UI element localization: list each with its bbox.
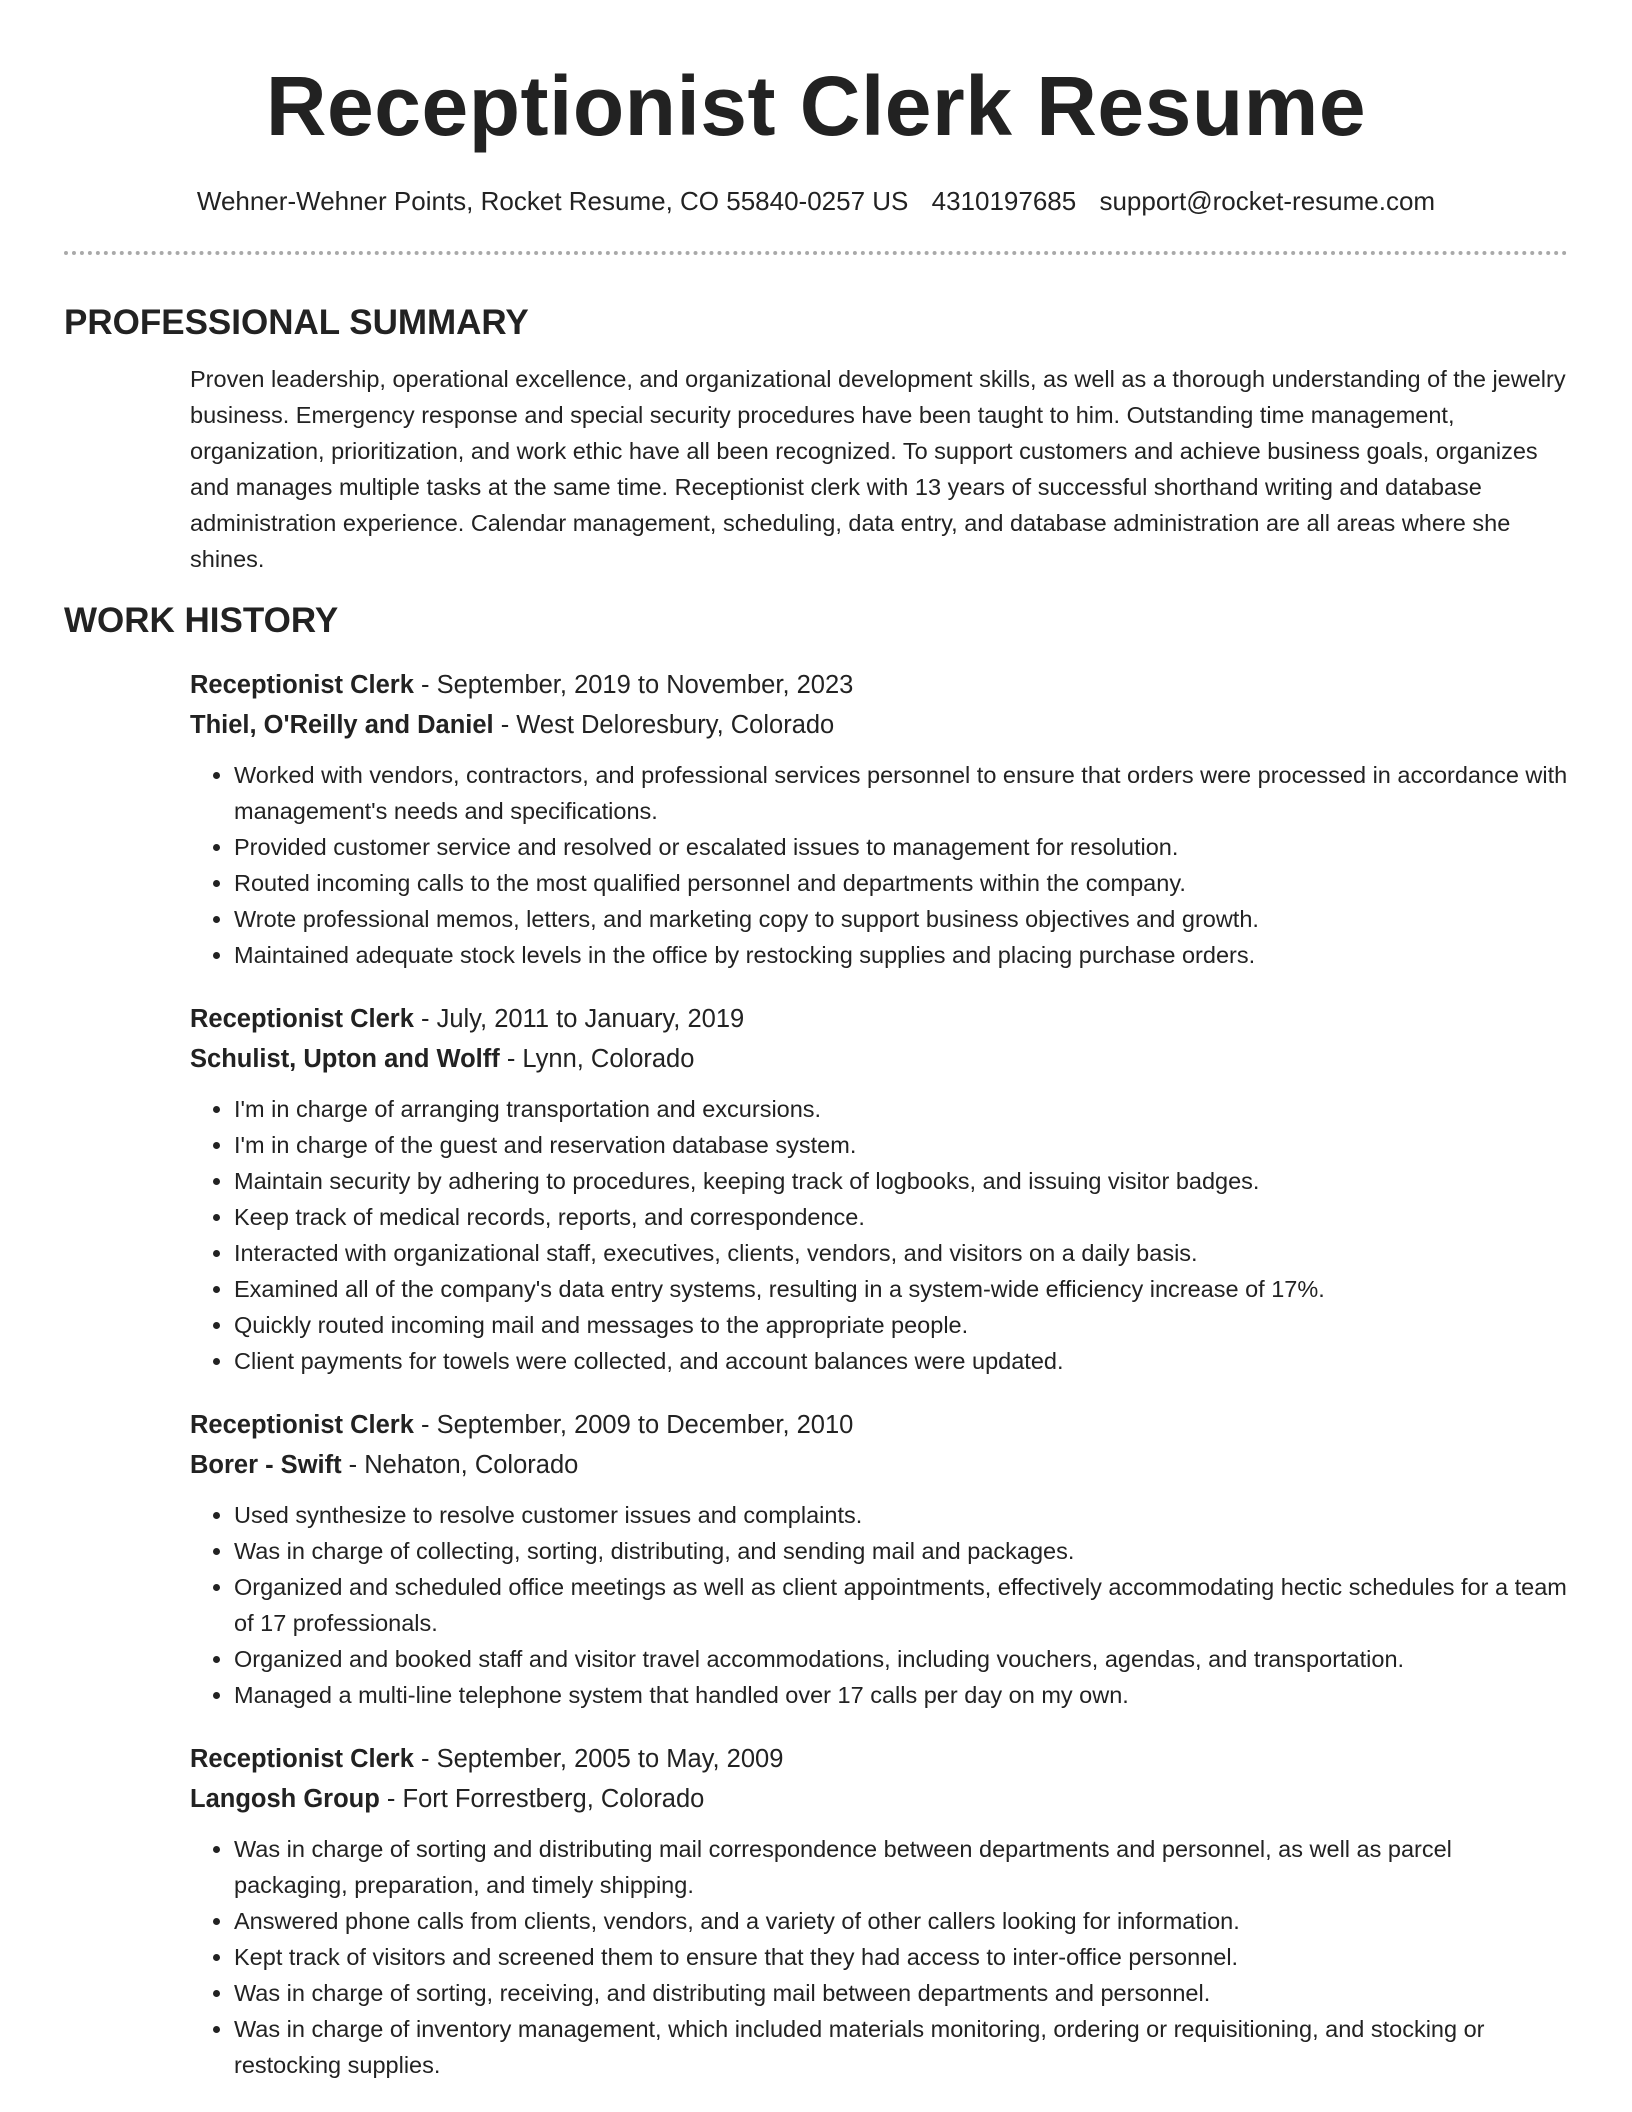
job-bullet: • I'm in charge of arranging transportation and excursions.: [234, 1091, 1568, 1127]
job-company: Schulist, Upton and Wolff: [190, 1045, 500, 1073]
job-company-line: [190, 1039, 1568, 1079]
job-title-line: [190, 665, 1568, 705]
job-location: - Fort Forrestberg, Colorado: [379, 1785, 705, 1813]
job-bullet: • Examined all of the company's data entry systems, resulting in a system-wide efficiency increase of 17%.: [234, 1271, 1568, 1307]
summary-heading: PROFESSIONAL SUMMARY: [64, 303, 529, 342]
job-bullet: • Routed incoming calls to the most qualified personnel and departments within the company.: [234, 865, 1568, 901]
job-bullets: [190, 757, 1568, 973]
job-entry: [190, 999, 1568, 1379]
job-bullet: • Managed a multi-line telephone system that handled over 17 calls per day on my own.: [234, 1677, 1568, 1713]
job-entry: [190, 665, 1568, 973]
job-bullet: • Keep track of medical records, reports, and correspondence.: [234, 1199, 1568, 1235]
job-bullet: • Answered phone calls from clients, vendors, and a variety of other callers looking for information.: [234, 1903, 1568, 1939]
summary-text: Proven leadership, operational excellence, and organizational development skills, as well as a thorough understanding of the jewelry business. Emergency response and special security procedures have been taught to him. Outstanding time management, organization, prioritization, and work ethic have all been recognized. To support customers and achieve business goals, organizes and manages multiple tasks at the same time. Receptionist clerk with 13 years of successful shorthand writing and database administration experience. Calendar management, scheduling, data entry, and database administration are all areas where she shines.: [190, 366, 1566, 572]
resume-title: Receptionist Clerk Resume: [265, 59, 1367, 153]
contact-email: support@rocket-resume.com: [1099, 186, 1436, 216]
job-bullet: • Organized and scheduled office meetings as well as client appointments, effectively accommodating hectic schedules for a team of 17 professionals.: [234, 1569, 1568, 1641]
job-bullet: • Was in charge of sorting and distributing mail correspondence between departments and personnel, as well as parcel packaging, preparation, and timely shipping.: [234, 1831, 1568, 1903]
job-dates: - July, 2011 to January, 2019: [413, 1005, 745, 1033]
job-title-line: [190, 999, 1568, 1039]
work-history-section: [190, 665, 1568, 2083]
job-bullet: • Interacted with organizational staff, executives, clients, vendors, and visitors on a daily basis.: [234, 1235, 1568, 1271]
job-bullets: [190, 1831, 1568, 2083]
job-bullets: [190, 1091, 1568, 1379]
job-company: Langosh Group: [190, 1785, 380, 1813]
job-bullet: • Provided customer service and resolved or escalated issues to management for resolution.: [234, 829, 1568, 865]
summary-section: [190, 361, 1568, 577]
job-bullet: • Was in charge of collecting, sorting, distributing, and sending mail and packages.: [234, 1533, 1568, 1569]
contact-line: [64, 184, 1568, 218]
job-title: Receptionist Clerk: [190, 1005, 414, 1033]
job-bullets: [190, 1497, 1568, 1713]
header-divider: [64, 251, 1568, 255]
job-bullet: • Worked with vendors, contractors, and professional services personnel to ensure that orders were processed in accordance with management's needs and specifications.: [234, 757, 1568, 829]
job-title: Receptionist Clerk: [190, 1745, 414, 1773]
resume-page: [64, 0, 1568, 2083]
job-company-line: [190, 1779, 1568, 1819]
job-company: Borer - Swift: [190, 1451, 342, 1479]
job-location: - West Deloresbury, Colorado: [493, 711, 835, 739]
job-title-line: [190, 1405, 1568, 1445]
job-location: - Lynn, Colorado: [499, 1045, 695, 1073]
job-company-line: [190, 705, 1568, 745]
contact-address: Wehner-Wehner Points, Rocket Resume, CO 55840-0257 US: [196, 186, 909, 216]
job-dates: - September, 2019 to November, 2023: [413, 671, 854, 699]
job-company: Thiel, O'Reilly and Daniel: [190, 711, 494, 739]
job-bullet: • Wrote professional memos, letters, and marketing copy to support business objectives and growth.: [234, 901, 1568, 937]
job-bullet: • Maintain security by adhering to procedures, keeping track of logbooks, and issuing visitor badges.: [234, 1163, 1568, 1199]
job-dates: - September, 2009 to December, 2010: [413, 1411, 854, 1439]
job-bullet: • Client payments for towels were collected, and account balances were updated.: [234, 1343, 1568, 1379]
job-bullet: • I'm in charge of the guest and reservation database system.: [234, 1127, 1568, 1163]
job-company-line: [190, 1445, 1568, 1485]
job-dates: - September, 2005 to May, 2009: [413, 1745, 784, 1773]
job-title: Receptionist Clerk: [190, 671, 414, 699]
work-history-heading: WORK HISTORY: [64, 601, 339, 640]
job-bullet: • Quickly routed incoming mail and messages to the appropriate people.: [234, 1307, 1568, 1343]
job-bullet: • Organized and booked staff and visitor travel accommodations, including vouchers, agendas, and transportation.: [234, 1641, 1568, 1677]
job-entry: [190, 1739, 1568, 2083]
job-bullet: • Kept track of visitors and screened them to ensure that they had access to inter-office personnel.: [234, 1939, 1568, 1975]
job-bullet: • Used synthesize to resolve customer issues and complaints.: [234, 1497, 1568, 1533]
job-title-line: [190, 1739, 1568, 1779]
contact-phone: 4310197685: [931, 186, 1077, 216]
job-location: - Nehaton, Colorado: [341, 1451, 579, 1479]
job-bullet: • Was in charge of sorting, receiving, and distributing mail between departments and personnel.: [234, 1975, 1568, 2011]
job-title: Receptionist Clerk: [190, 1411, 414, 1439]
job-bullet: • Maintained adequate stock levels in the office by restocking supplies and placing purchase orders.: [234, 937, 1568, 973]
job-bullet: • Was in charge of inventory management, which included materials monitoring, ordering or requisitioning, and stocking or restocking supplies.: [234, 2011, 1568, 2083]
job-entry: [190, 1405, 1568, 1713]
